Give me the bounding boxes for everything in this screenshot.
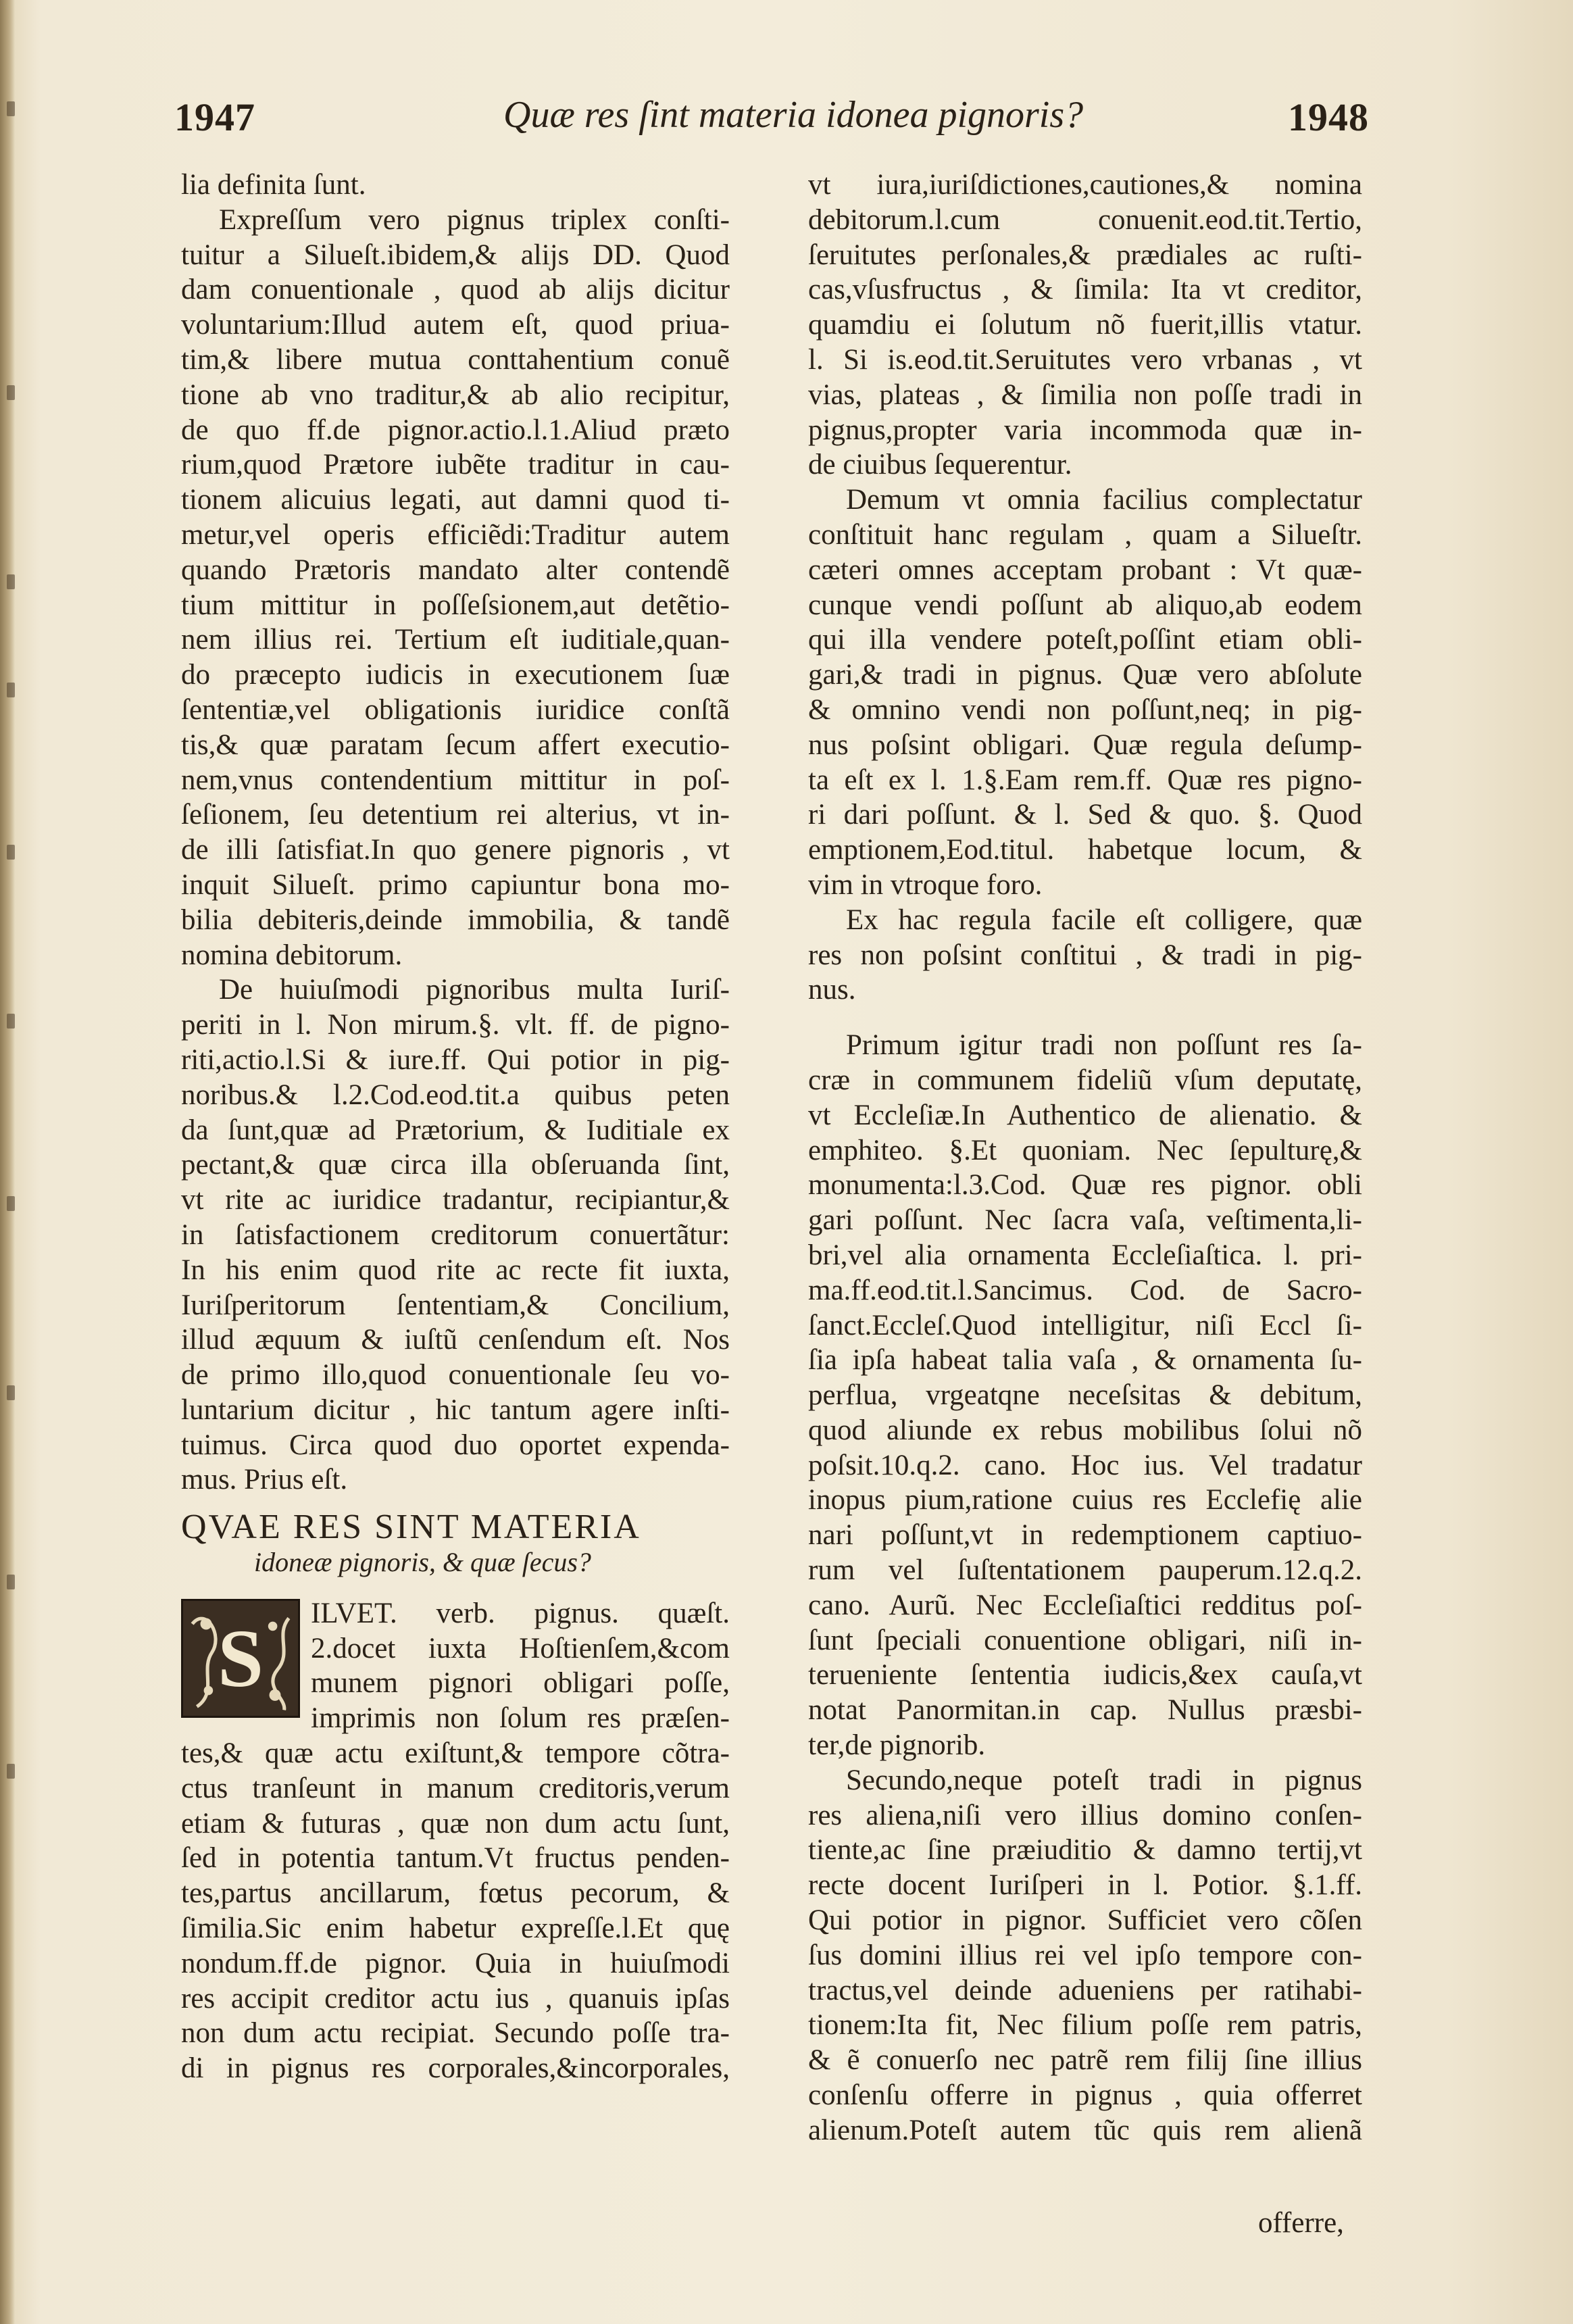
right-column — [808, 168, 1362, 2148]
text-line: di in pignus res corporales,&incorporales, — [181, 2052, 730, 2085]
text-line: in ſatisfactionem creditorum conuertãtur: — [181, 1218, 730, 1251]
paragraph-gap — [808, 1008, 1362, 1028]
initial-paragraph — [181, 1596, 730, 2086]
text-line: imprimis non ſolum res præſen- — [311, 1702, 730, 1735]
text-line: ſententiæ,vel obligationis iuridice conſtã — [181, 693, 730, 726]
text-line: & omnino vendi non poſſunt,neq; in pig- — [808, 693, 1362, 726]
text-line: de quo ff.de pignor.actio.l.1.Aliud præto — [181, 414, 730, 446]
margin-mark — [7, 683, 15, 697]
text-line: ma.ff.eod.tit.l.Sancimus. Cod. de Sacro- — [808, 1274, 1362, 1306]
text-line: tim,& libere mutua conttahentium conuẽ — [181, 343, 730, 376]
section-subheading: idoneæ pignoris, & quæ ſecus? — [254, 1547, 591, 1578]
text-line: etiam & futuras , quæ non dum actu ſunt, — [181, 1807, 730, 1839]
text-line: ſus domini illius rei vel ipſo tempore con- — [808, 1939, 1362, 1971]
text-line: rum vel ſuſtentationem pauperum.12.q.2. — [808, 1554, 1362, 1587]
text-line: cæteri omnes acceptam probant : Vt quæ- — [808, 553, 1362, 586]
text-line: nomina debitorum. — [181, 939, 403, 971]
text-line: & ẽ conuerſo nec patrẽ rem filij ſine illius — [808, 2044, 1362, 2077]
text-line: Expreſſum vero pignus triplex conſti- — [219, 203, 730, 236]
text-line: perflua, vrgeatqne neceſsitas & debitum, — [808, 1379, 1362, 1412]
margin-mark — [7, 1014, 15, 1029]
text-line: cano. Aurũ. Nec Eccleſiaſtici redditus poſ- — [808, 1589, 1362, 1621]
text-line: emphiteo. §.Et quoniam. Nec ſepulturę,& — [808, 1134, 1362, 1166]
text-line: ctus tranſeunt in manum creditoris,verum — [181, 1772, 730, 1804]
text-line: alienum.Poteſt autem tũc quis rem alienã — [808, 2114, 1362, 2146]
text-line: cas,vſusfructus , & ſimila: Ita vt creditor, — [808, 274, 1362, 306]
text-line: non dum actu recipiat. Secundo poſſe tra- — [181, 2017, 730, 2050]
text-line: inopus pium,ratione cuius res Ecclefię alie — [808, 1484, 1362, 1516]
text-line: notat Panormitan.in cap. Nullus præsbi- — [808, 1694, 1362, 1727]
margin-mark — [7, 1385, 15, 1400]
text-line: tium mittitur in poſſeſsionem,aut detẽtio- — [181, 589, 730, 621]
text-line: pectant,& quæ circa illa obſeruanda ſint, — [181, 1149, 730, 1181]
text-line: nem,vnus contendentium mittitur in poſ- — [181, 764, 730, 796]
text-line: da ſunt,quæ ad Prætorium, & Iuditiale ex — [181, 1114, 730, 1146]
text-line: tes,partus ancillarum, fœtus pecorum, & — [181, 1877, 730, 1910]
text-line: de illi ſatisfiat.In quo genere pignoris , vt — [181, 834, 730, 866]
text-line: vias, plateas , & ſimilia non poſſe tradi in — [808, 378, 1362, 411]
lines-after-initial — [181, 1736, 730, 2086]
text-line: ri dari poſſunt. & l. Sed & quo. §. Quod — [808, 799, 1362, 831]
text-line: de ciuibus ſequerentur. — [808, 449, 1072, 481]
text-line: conſenſu offerre in pignus , quia offerret — [808, 2079, 1362, 2112]
text-line: Qui potior in pignor. Sufficiet vero cõſen — [808, 1904, 1362, 1937]
text-line: Primum igitur tradi non poſſunt res ſa- — [846, 1029, 1362, 1062]
text-line: monumenta:l.3.Cod. Quæ res pignor. obli — [808, 1169, 1362, 1202]
text-line: nus poſsint obligari. Quæ regula deſump- — [808, 728, 1362, 761]
text-line: ſunt ſpeciali conuentione obligari, niſi in- — [808, 1624, 1362, 1656]
text-line: cræ in communem fideliũ vſum deputatę, — [808, 1064, 1362, 1096]
text-line: tionem:Ita fit, Nec filium poſſe rem patris, — [808, 2009, 1362, 2042]
text-line: emptionem,Eod.titul. habetque locum, & — [808, 834, 1362, 866]
text-line: vt rite ac iuridice tradantur, recipiantur,& — [181, 1184, 730, 1216]
text-line: Secundo,neque poteſt tradi in pignus — [846, 1764, 1362, 1796]
text-line: res accipit creditor actu ius , quanuis ipſas — [181, 1982, 730, 2014]
margin-mark — [7, 1575, 15, 1589]
text-line: nem illius rei. Tertium eſt iuditiale,quan- — [181, 624, 730, 656]
left-column — [181, 168, 730, 2086]
margin-mark — [7, 385, 15, 400]
text-line: ſimilia.Sic enim habetur expreſſe.l.Et quę — [181, 1912, 730, 1945]
text-line: terueniente ſententia iudicis,&ex cauſa,vt — [808, 1659, 1362, 1691]
text-line: ſeſionem, ſeu detentium rei alterius, vt in- — [181, 799, 730, 831]
right-column-text — [808, 168, 1362, 2148]
text-line: Demum vt omnia facilius complectatur — [846, 484, 1362, 516]
text-line: ſeruitutes perſonales,& prædiales ac ruſti- — [808, 239, 1362, 271]
margin-mark — [7, 1196, 15, 1211]
drop-cap-letter: S — [217, 1612, 264, 1704]
right-page-number: 1948 — [1288, 95, 1369, 139]
text-line: metur,vel operis efficiẽdi:Traditur autem — [181, 518, 730, 551]
text-line: vt Eccleſiæ.In Authentico de alienatio. & — [808, 1099, 1362, 1131]
text-line: mus. Prius eſt. — [181, 1464, 348, 1496]
ornament-icon — [183, 1601, 298, 1716]
text-line: res aliena,niſi vero illius domino conſen- — [808, 1799, 1362, 1831]
text-line: bilia debiteris,deinde immobilia, & tandẽ — [181, 904, 730, 936]
text-line: tuimus. Circa quod duo oportet expenda- — [181, 1429, 730, 1461]
text-line: nus. — [808, 974, 856, 1006]
left-page-number: 1947 — [174, 95, 255, 139]
text-line: debitorum.l.cum conuenit.eod.tit.Tertio, — [808, 203, 1362, 236]
text-line: noribus.& l.2.Cod.eod.tit.a quibus peten — [181, 1079, 730, 1111]
text-line: riti,actio.l.Si & iure.ff. Qui potior in pig- — [181, 1043, 730, 1076]
text-line: qui illa vendere poteſt,poſſint etiam obli- — [808, 624, 1362, 656]
text-line: quamdiu ei ſolutum nõ fuerit,illis vtatur. — [808, 309, 1362, 341]
text-line: In his enim quod rite ac recte fit iuxta, — [181, 1254, 730, 1286]
text-line: tuitur a Silueſt.ibidem,& alijs DD. Quod — [181, 239, 730, 271]
section-heading: QVAE RES SINT MATERIA — [181, 1508, 641, 1547]
margin-mark — [7, 101, 15, 116]
text-line: ſed in potentia tantum.Vt fructus penden- — [181, 1842, 730, 1875]
text-line: periti in l. Non mirum.§. vlt. ff. de pigno- — [181, 1009, 730, 1041]
text-line: conſtituit hanc regulam , quam a Silueſtr. — [808, 518, 1362, 551]
text-line: tractus,vel deinde adueniens per ratihabi- — [808, 1974, 1362, 2006]
text-line: nari poſſunt,vt in redemptionem captiuo- — [808, 1519, 1362, 1552]
text-line: ta eſt ex l. 1.§.Eam rem.ff. Quæ res pigno- — [808, 764, 1362, 796]
text-line: De huiuſmodi pignoribus multa Iuriſ- — [219, 974, 730, 1006]
text-line: dam conuentionale , quod ab alijs dicitur — [181, 274, 730, 306]
text-line: tionem alicuius legati, aut damni quod ti- — [181, 484, 730, 516]
text-line: ſia ipſa habeat talia vaſa , & ornamenta ſu- — [808, 1344, 1362, 1377]
text-line: rium,quod Prætore iubẽte traditur in cau- — [181, 449, 730, 481]
text-line: l. Si is.eod.tit.Seruitutes vero vrbanas , vt — [808, 343, 1362, 376]
text-line: ILVET. verb. pignus. quæſt. — [311, 1597, 730, 1629]
margin-mark — [7, 1764, 15, 1779]
text-line: do præcepto iudicis in executionem ſuæ — [181, 659, 730, 691]
text-line: recte docent Iuriſperi in l. Potior. §.1.ff. — [808, 1869, 1362, 1902]
text-line: Iuriſperitorum ſententiam,& Concilium, — [181, 1289, 730, 1321]
text-line: tione ab vno traditur,& ab alio recipitur, — [181, 378, 730, 411]
text-line: tis,& quæ paratam ſecum affert executio- — [181, 728, 730, 761]
running-title: Quæ res ſint materia idonea pignoris? — [503, 94, 1084, 136]
text-line: pignus,propter varia incommoda quæ in- — [808, 414, 1362, 446]
text-line: voluntarium:Illud autem eſt, quod priua- — [181, 309, 730, 341]
catchword: offerre, — [1258, 2207, 1344, 2239]
text-line: ter,de pignorib. — [808, 1729, 986, 1762]
text-line: vt iura,iuriſdictiones,cautiones,& nomina — [808, 169, 1362, 201]
text-line: res non poſsint conſtitui , & tradi in pig- — [808, 939, 1362, 971]
text-line: nondum.ff.de pignor. Quia in huiuſmodi — [181, 1947, 730, 1979]
text-line: vim in vtroque foro. — [808, 868, 1043, 901]
text-line: bri,vel alia ornamenta Eccleſiaſtica. l. pri- — [808, 1239, 1362, 1271]
text-line: poſsit.10.q.2. cano. Hoc ius. Vel tradatur — [808, 1449, 1362, 1481]
text-line: munem pignori obligari poſſe, — [311, 1667, 730, 1700]
text-line: de primo illo,quod conuentionale ſeu vo- — [181, 1359, 730, 1391]
text-line: 2.docet iuxta Hoſtienſem,&com — [311, 1632, 730, 1664]
text-line: inquit Silueſt. primo capiuntur bona mo- — [181, 868, 730, 901]
left-column-text — [181, 168, 730, 1498]
margin-edge-marks — [3, 101, 19, 2129]
text-line: luntarium dicitur , hic tantum agere inſti- — [181, 1393, 730, 1426]
text-line: quod aliunde ex rebus mobilibus ſolui nõ — [808, 1414, 1362, 1446]
text-line: gari,& tradi in pignus. Quæ vero abſolute — [808, 659, 1362, 691]
decorated-initial-image — [181, 1599, 300, 1718]
text-line: cunque vendi poſſunt ab aliquo,ab eodem — [808, 589, 1362, 621]
margin-mark — [7, 574, 15, 589]
text-line: tes,& quæ actu exiſtunt,& tempore cõtra- — [181, 1737, 730, 1770]
margin-mark — [7, 845, 15, 860]
text-line: ſanct.Eccleſ.Quod intelligitur, niſi Eccl ſi- — [808, 1309, 1362, 1341]
text-line: tiente,ac ſine præiuditio & damno tertij,vt — [808, 1834, 1362, 1866]
text-line: gari poſſunt. Nec ſacra vaſa, veſtimenta,li- — [808, 1204, 1362, 1237]
text-line: Ex hac regula facile eſt colligere, quæ — [846, 904, 1362, 936]
text-line: illud æquum & iuſtũ cenſendum eſt. Nos — [181, 1324, 730, 1356]
text-line: quando Prætoris mandato alter contendẽ — [181, 553, 730, 586]
text-line: lia definita ſunt. — [181, 169, 366, 201]
